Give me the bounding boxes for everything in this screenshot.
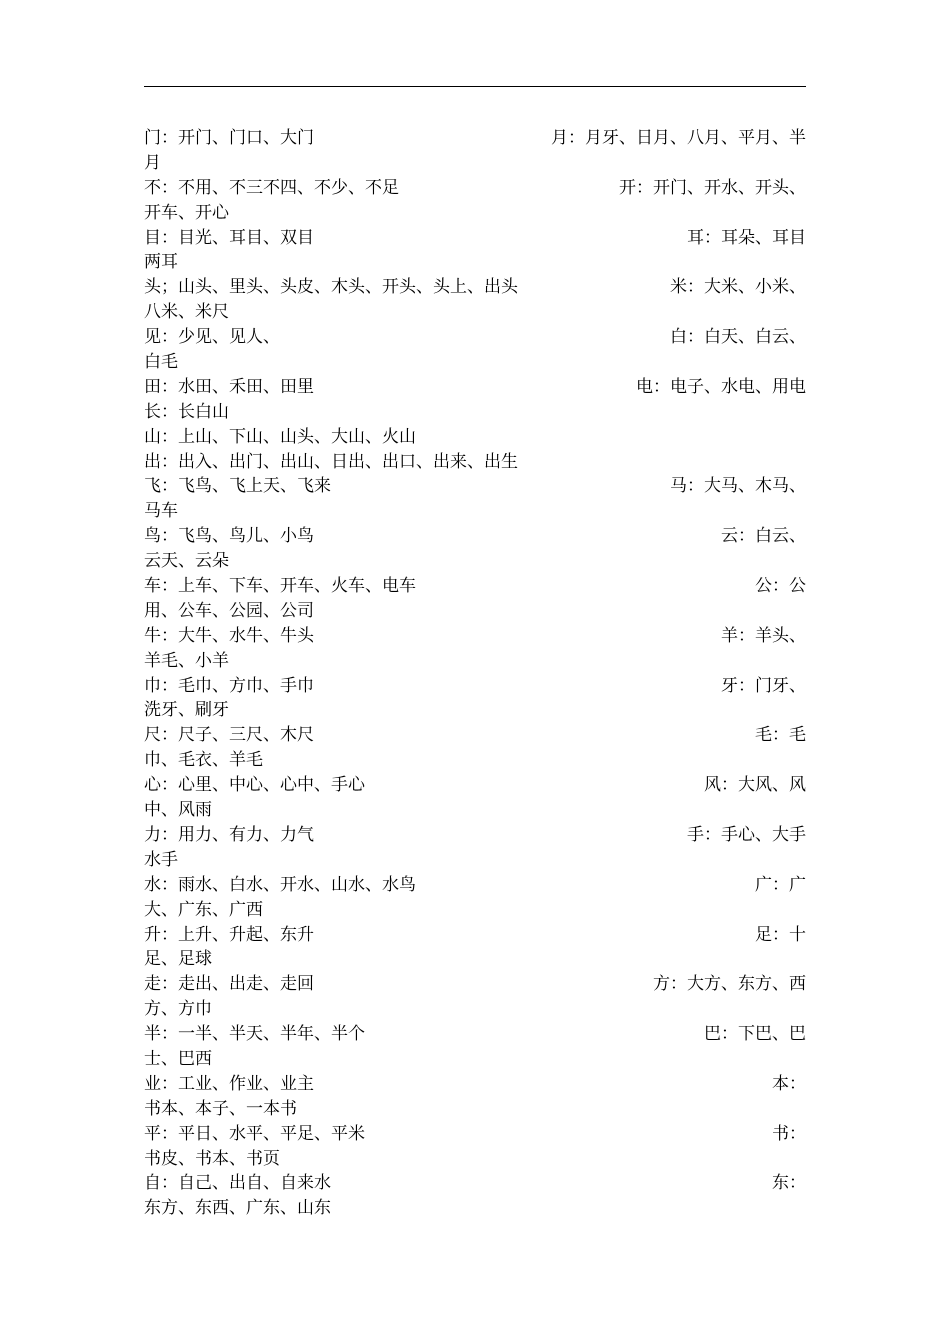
line-left-entry: 巾、毛衣、羊毛 <box>144 750 263 771</box>
word-list <box>144 126 806 1221</box>
line-left-entry: 升：上升、升起、东升 <box>144 924 314 945</box>
line-right-entry: 羊：羊头、 <box>721 625 806 646</box>
text-line <box>144 1097 806 1122</box>
line-left-entry: 马车 <box>144 501 178 522</box>
line-left-entry: 半：一半、半天、半年、半个 <box>144 1024 365 1045</box>
line-right-entry: 巴：下巴、巴 <box>704 1024 806 1045</box>
line-right-entry: 本： <box>772 1073 806 1094</box>
header-rule <box>144 86 806 87</box>
text-line <box>144 972 806 997</box>
line-left-entry: 羊毛、小羊 <box>144 650 229 671</box>
line-left-entry: 平：平日、水平、平足、平米 <box>144 1123 365 1144</box>
text-line <box>144 1022 806 1047</box>
line-left-entry: 尺：尺子、三尺、木尺 <box>144 725 314 746</box>
line-left-entry: 头；山头、里头、头皮、木头、开头、头上、出头 <box>144 277 518 298</box>
line-left-entry: 牛：大牛、水牛、牛头 <box>144 625 314 646</box>
line-right-entry: 电：电子、水电、用电 <box>636 376 806 397</box>
text-line <box>144 1122 806 1147</box>
line-right-entry: 马：大马、木马、 <box>670 476 806 497</box>
text-line <box>144 1072 806 1097</box>
text-line <box>144 1171 806 1196</box>
line-left-entry: 两耳 <box>144 252 178 273</box>
text-line <box>144 350 806 375</box>
line-right-entry: 耳：耳朵、耳目 <box>687 227 806 248</box>
line-left-entry: 自：自己、出自、自来水 <box>144 1173 331 1194</box>
line-right-entry: 广：广 <box>755 874 806 895</box>
line-right-entry: 方：大方、东方、西 <box>653 974 806 995</box>
line-left-entry: 巾：毛巾、方巾、手巾 <box>144 675 314 696</box>
text-line <box>144 723 806 748</box>
line-right-entry: 毛：毛 <box>755 725 806 746</box>
line-left-entry: 飞：飞鸟、飞上天、飞来 <box>144 476 331 497</box>
line-left-entry: 云天、云朵 <box>144 551 229 572</box>
line-left-entry: 水手 <box>144 849 178 870</box>
text-line <box>144 151 806 176</box>
text-line <box>144 250 806 275</box>
line-left-entry: 心：心里、中心、心中、手心 <box>144 775 365 796</box>
text-line <box>144 524 806 549</box>
text-line <box>144 201 806 226</box>
text-line <box>144 474 806 499</box>
line-right-entry: 手：手心、大手 <box>687 824 806 845</box>
line-left-entry: 力：用力、有力、力气 <box>144 824 314 845</box>
line-right-entry: 风：大风、风 <box>704 775 806 796</box>
text-line <box>144 649 806 674</box>
line-left-entry: 不：不用、不三不四、不少、不足 <box>144 177 399 198</box>
text-line <box>144 599 806 624</box>
text-line <box>144 1147 806 1172</box>
text-line <box>144 226 806 251</box>
line-left-entry: 目：目光、耳目、双目 <box>144 227 314 248</box>
text-line <box>144 275 806 300</box>
text-line <box>144 898 806 923</box>
line-left-entry: 月 <box>144 152 161 173</box>
text-line <box>144 300 806 325</box>
line-right-entry: 书： <box>772 1123 806 1144</box>
text-line <box>144 574 806 599</box>
line-left-entry: 鸟：飞鸟、鸟儿、小鸟 <box>144 526 314 547</box>
text-line <box>144 748 806 773</box>
line-left-entry: 走：走出、出走、走回 <box>144 974 314 995</box>
line-left-entry: 大、广东、广西 <box>144 899 263 920</box>
line-left-entry: 田：水田、禾田、田里 <box>144 376 314 397</box>
line-left-entry: 用、公车、公园、公司 <box>144 600 314 621</box>
line-right-entry: 白：白天、白云、 <box>670 327 806 348</box>
text-line <box>144 1196 806 1221</box>
text-line <box>144 549 806 574</box>
line-left-entry: 白毛 <box>144 352 178 373</box>
line-right-entry: 牙：门牙、 <box>721 675 806 696</box>
line-right-entry: 足：十 <box>755 924 806 945</box>
line-left-entry: 业：工业、作业、业主 <box>144 1073 314 1094</box>
text-line <box>144 425 806 450</box>
line-right-entry: 米：大米、小米、 <box>670 277 806 298</box>
text-line <box>144 698 806 723</box>
line-left-entry: 开车、开心 <box>144 202 229 223</box>
line-left-entry: 士、巴西 <box>144 1048 212 1069</box>
text-line <box>144 848 806 873</box>
text-line <box>144 997 806 1022</box>
text-line <box>144 450 806 475</box>
text-line <box>144 1047 806 1072</box>
line-left-entry: 八米、米尺 <box>144 302 229 323</box>
text-line <box>144 176 806 201</box>
text-line <box>144 325 806 350</box>
line-left-entry: 门：开门、门口、大门 <box>144 128 314 148</box>
line-left-entry: 书本、本子、一本书 <box>144 1098 297 1119</box>
text-line <box>144 400 806 425</box>
line-left-entry: 山：上山、下山、山头、大山、火山 <box>144 426 416 447</box>
line-left-entry: 洗牙、刷牙 <box>144 700 229 721</box>
line-left-entry: 水：雨水、白水、开水、山水、水鸟 <box>144 874 416 895</box>
text-line <box>144 923 806 948</box>
line-left-entry: 长：长白山 <box>144 401 229 422</box>
text-line <box>144 624 806 649</box>
text-line <box>144 126 806 151</box>
line-right-entry: 公：公 <box>755 576 806 597</box>
text-line <box>144 773 806 798</box>
text-line <box>144 823 806 848</box>
line-right-entry: 东： <box>772 1173 806 1194</box>
line-left-entry: 东方、东西、广东、山东 <box>144 1198 331 1219</box>
text-line <box>144 499 806 524</box>
text-line <box>144 873 806 898</box>
line-left-entry: 车：上车、下车、开车、火车、电车 <box>144 576 416 597</box>
line-left-entry: 见：少见、见人、 <box>144 327 280 348</box>
text-line <box>144 674 806 699</box>
line-left-entry: 出：出入、出门、出山、日出、出口、出来、出生 <box>144 451 518 472</box>
line-left-entry: 足、足球 <box>144 949 212 970</box>
line-left-entry: 方、方巾 <box>144 999 212 1020</box>
text-line <box>144 798 806 823</box>
line-left-entry: 中、风雨 <box>144 800 212 821</box>
line-right-entry: 开：开门、开水、开头、 <box>619 177 806 198</box>
line-left-entry: 书皮、书本、书页 <box>144 1148 280 1169</box>
text-line <box>144 947 806 972</box>
line-right-entry: 云：白云、 <box>721 526 806 547</box>
line-right-entry: 月：月牙、日月、八月、平月、半 <box>551 128 806 148</box>
text-line <box>144 375 806 400</box>
